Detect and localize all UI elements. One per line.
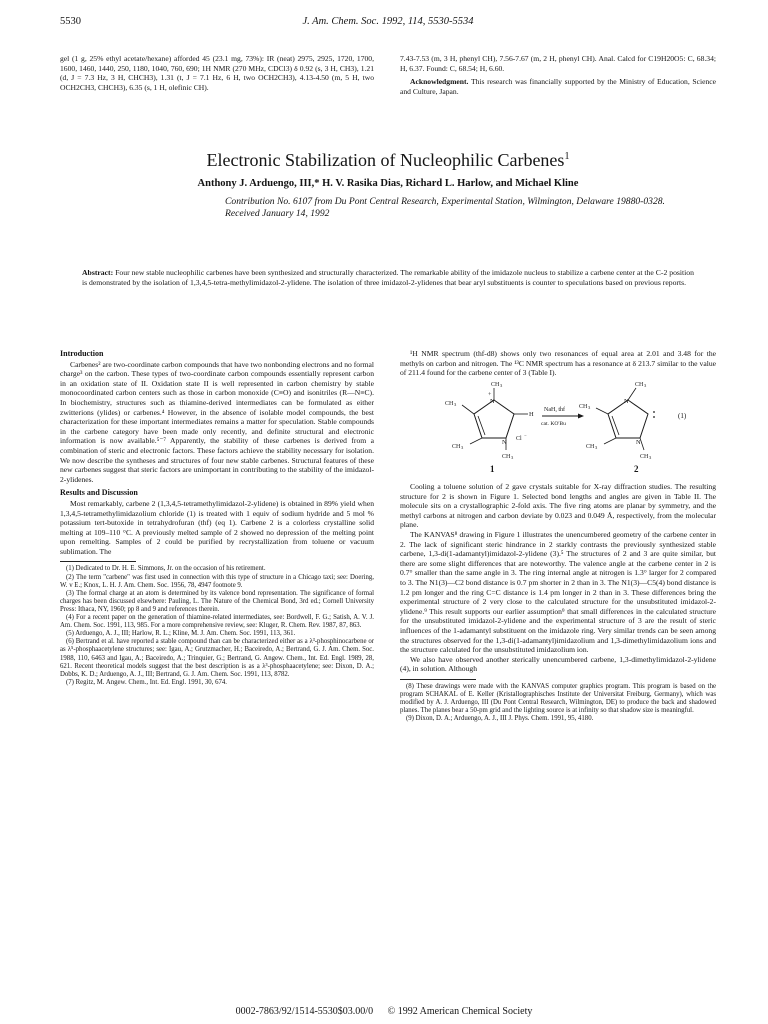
article-title: Electronic Stabilization of Nucleophilic Carbenes [206,150,565,170]
previous-article-tail-right [400,54,716,96]
footnote: (2) The term "carbene" was first used in connection with this type of structure in a Chicago taxi; see: Doering, W. v E.; Knox, L. H. J. Am. Chem. Soc. 1956, 78, 4947 footnote 9. [60,573,374,589]
received-date: Received January 14, 1992 [225,207,330,219]
article-code: 0002-7863/92/1514-5530$03.00/0 [235,1006,374,1017]
charge-plus: + [488,392,492,398]
nmr-paragraph: ¹H NMR spectrum (thf-d8) shows only two resonances of equal area at 2.01 and 3.48 for the methyls on carbon and nitrogen. The ¹³C NMR spectrum has a resonance at δ 213.7 similar to the value of 211.4 found for the carbene center of 3 (Table I). [400,349,716,378]
previous-article-tail-left [60,54,374,92]
footnote: (4) For a recent paper on the generation of thiamine-related intermediates, see: Bordwell, F. G.; Satish, A. V. J. Am. Chem. Soc. 1991, 113, 985. For a more comprehensive review, see: Kluger, R. Chem. Rev. 1987, 87, 863. [60,614,374,630]
introduction-heading: Introduction [60,349,104,358]
nitrogen-label: N [624,398,629,405]
nitrogen-label: N [490,398,495,405]
svg-text:3: 3 [511,455,514,460]
acknowledgment-label: Acknowledgment. [410,77,469,87]
acknowledgment-text: This research was financially supported by the Ministry of Education, Science and Culture, Japan. [400,77,716,96]
footnote: (3) The formal charge at an atom is determined by its valence bond representation. The significance of formal charges has been discussed elsewhere: Pauling, L. The Nature of the Chemical Bond, 3rd ed.; Cornell University Press: Ithaca, NY, 1960; pp 8 and 9 and references therein. [60,589,374,613]
introduction-paragraph: Carbenes² are two-coordinate carbon compounds that have two nonbonding electrons and no formal charge³ on the carbon. These types of two-coordinate carbon compounds essentially represent carbon in an oxidation state of II. Oxidation state II is well represented in carbon chemistry by stable monocoordinated carbon centers such as those in carbon monoxide (C≡O) and isonitriles (R—N≡C). In biochemistry, structures such as thiamine-derived intermediates can be formulated as either zwitterions (ylides) or carbenes.⁴ However, in the absence of isolable model compounds, the best characterization for these important intermediates remains a matter for speculation. Stable compounds in the carbene category have been made only recently, and definite structural and electronic information is now available.⁵⁻⁷ Apparently, the stability of these carbenes is derived from a combination of steric and electronic factors. These factors achieve the stability necessary for isolation. We now describe the syntheses and structures of four new stable carbenes. Structural features of these new carbenes suggest that steric factors are unimportant in contributing to the stability of the imidazol-2-ylidenes. [60,359,374,484]
compound-number-1: 1 [490,464,495,474]
footnote: (8) These drawings were made with the KANVAS computer graphics program. This program is based on the program SCHAKAL of E. Keller (Kristallographisches Institute der Universitat Freiburg, Germany), which was modified by A. J. Arduengo, III (Du Pont Central Research, Wilmington, DE) to produce the back and shadowed planes. The planes bear a 50-pm grid and the lighting source is at infinity so that shadow size is meaningful. [400,682,716,715]
hydrogen-label: H [529,411,534,418]
methyl-label: CH [635,382,644,388]
compound-number-2: 2 [634,464,639,474]
contribution-block [225,196,705,220]
compound-2-structure [579,382,687,474]
equation-number: (1) [678,412,687,420]
methyl-label: CH [586,444,595,450]
svg-text:3: 3 [644,383,647,388]
reagent-bottom: cat. KO'Bu [541,421,566,427]
acknowledgment [400,77,716,96]
title-footnote-mark: 1 [564,151,570,162]
reagent-top: NaH, thf [544,407,565,413]
right-column-body [400,482,716,723]
chloride-label: Cl [516,436,522,442]
compound-1-structure [445,382,534,474]
svg-text:3: 3 [588,405,591,410]
footnote: (1) Dedicated to Dr. H. E. Simmons, Jr. on the occasion of his retirement. [66,565,266,573]
previous-article-analysis: 7.43-7.53 (m, 3 H, phenyl CH), 7.56-7.67 (m, 2 H, phenyl CH). Anal. Calcd for C19H20O5: C, 68.34; H, 6.37. Found: C, 68.54; H, 6.60. [400,54,716,73]
contribution-line: Contribution No. 6107 from Du Pont Central Research, Experimental Station, Wilmington, Delaware 19880-0328. [225,196,665,207]
article-title-block [60,146,716,171]
abstract-text: Four new stable nucleophilic carbenes have been synthesized and structurally characterized. The remarkable ability of the imidazole nucleus to stabilize a carbene center at the C-2 position is demonstrated by the isolation of 1,3,4,5-tetra-methylimidazol-2-ylidene. The isolation of three imidazol-2-ylidenes that bear aryl substituents is counter to speculations based on previous reports. [82,268,694,287]
svg-text:3: 3 [461,445,464,450]
copyright: © 1992 American Chemical Society [387,1006,533,1017]
running-header [60,16,716,32]
left-column-body [60,349,374,687]
footnote: (9) Dixon, D. A.; Arduengo, A. J., III J. Phys. Chem. 1991, 95, 4180. [406,715,594,723]
methyl-label: CH [452,444,461,450]
svg-text:3: 3 [454,402,457,407]
methyl-label: CH [502,454,511,460]
kanvas-paragraph: The KANVAS⁸ drawing in Figure 1 illustrates the unencumbered geometry of the carbene center in 2. The lack of significant steric hindrance in 2 starkly contrasts the previously synthesized stable carbene, 1,3-di(1-adamantyl)imidazol-2-ylidene (3).⁵ The structures of 2 and 3 are quite similar, but there are some slight differences that are noteworthy. The valence angle at the carbene center in 2 is 0.7° smaller than the same angle in 3. The ring internal angle at nitrogen is 1.3° larger for 2 compared to 3. The N1(3)—C2 bond distance is 0.7 pm shorter in 2 than in 3. The N1(3)—C5(4) bond distance is 1.2 pm longer and the ring C=C distance is 1.4 pm longer in 2 than in 3. These differences bring the experimental structure of 2 very close to the calculated structure for the unsubstituted imidazol-2-ylidene.⁹ This result supports our earlier assumption⁹ that small differences in the calculated structure for the unsubstituted imidazol-2-ylidene and the experimental structure of 3 are the result of steric influences of the 1-adamantyl substituent on the imidazole ring. Very similar trends can be seen among the structures observed for the 1,3-di(1-adamantyl)imidazolium and 1,3-dimethylimidazolium ions and the structure calculated for the unsubstituted imidazolium ion. [400,529,716,655]
right-column-top [400,349,716,378]
journal-citation: J. Am. Chem. Soc. 1992, 114, 5530-5534 [302,16,474,27]
carbene-4-paragraph: We also have observed another sterically unencumbered carbene, 1,3-dimethylimidazol-2-ylidene (4), in solution. Although [400,654,716,674]
nitrogen-label: N [636,439,641,446]
svg-text:3: 3 [649,455,652,460]
results-paragraph: Most remarkably, carbene 2 (1,3,4,5-tetramethylimidazol-2-ylidene) is obtained in 89% yield when 1,3,4,5-tetramethylimidazolium chloride (1) is treated with 1 equiv of sodium hydride and 5 mol % potassium tert-butoxide in tetrahydrofuran (thf) (eq 1). Carbene 2 is a colorless crystalline solid melting at 109–110 °C. A previously melted sample of 2 showed no depression of the melting point upon remelting. Samples of 2 could be purified by recrystallization from toluene or vacuum sublimation. The [60,498,374,556]
reaction-scheme-equation-1 [430,378,714,478]
footnotes-right [400,683,716,723]
results-heading: Results and Discussion [60,488,138,498]
nitrogen-label: N [502,439,507,446]
methyl-label: CH [640,454,649,460]
page-footer [0,1006,768,1017]
previous-article-experimental: gel (1 g, 25% ethyl acetate/hexane) afforded 45 (23.1 mg, 73%): IR (neat) 2975, 2925, 1720, 1700, 1600, 1460, 1440, 250, 1180, 1040, 760, 690; 1H NMR (270 MHz, CDCl3) δ 0.92 (s, 3 H, CH3), 1.21 (d, J = 7.3 Hz, 3 H, CHCH3), 1.31 (t, J = 7.1 Hz, 6 H, two OCH2CH3), 4.13-4.50 (m, 5 H, two OCH2CH3, CHCH3), 6.35 (s, 1 H, olefinic CH). [60,54,374,92]
methyl-label: CH [445,401,454,407]
methyl-label: CH [491,382,500,388]
footnotes-left [60,565,374,686]
footnote-divider [400,679,476,680]
footnote: (6) Bertrand et al. have reported a stable compound than can be characterized either as a λ³-phosphinocarbene or as λ⁵-phosphaacetylene structures; see: Igau, A.; Grutzmacher, H.; Baceiredo, A.; Bertrand, G. J. Am. Chem. Soc. 1988, 110, 6463 and Igau, A.; Baceiredo, A.; Trinquier, G.; Bertrand, G. Angew. Chem., Int. Ed. Engl. 1989, 28, 621. Recent theoretical models suggest that the best description is as a λ³-phosphaacetylene; see: Dixon, D. A.; Dobbs, K. D.; Arduengo, A. J., III; Bertrand, G. J. Am. Chem. Soc. 1991, 113, 8782. [60,638,374,678]
reaction-arrow [541,406,584,427]
svg-text:−: − [524,433,527,438]
footnote: (5) Arduengo, A. J., III; Harlow, R. L.; Kline, M. J. Am. Chem. Soc. 1991, 113, 361. [66,630,296,638]
footnote-divider [60,561,136,562]
footnote: (7) Regitz, M. Angew. Chem., Int. Ed. Engl. 1991, 30, 674. [66,678,227,686]
page-number: 5530 [60,16,81,27]
svg-text:3: 3 [595,445,598,450]
svg-text:3: 3 [500,383,503,388]
abstract [82,268,694,287]
article-authors: Anthony J. Arduengo, III,* H. V. Rasika Dias, Richard L. Harlow, and Michael Kline [197,178,579,189]
methyl-label: CH [579,404,588,410]
crystal-structure-paragraph: Cooling a toluene solution of 2 gave crystals suitable for X-ray diffraction studies. The resulting structure for 2 is shown in Figure 1. Selected bond lengths and angles are given in Table II. The molecule sits on a crystallographic 2-fold axis. The five ring atoms are planar by symmetry, and the methyl carbons at nitrogen and carbon deviate by 0.023 and 0.049 Å, respectively, from the molecular plane. [400,482,716,530]
abstract-label: Abstract: [82,268,114,277]
